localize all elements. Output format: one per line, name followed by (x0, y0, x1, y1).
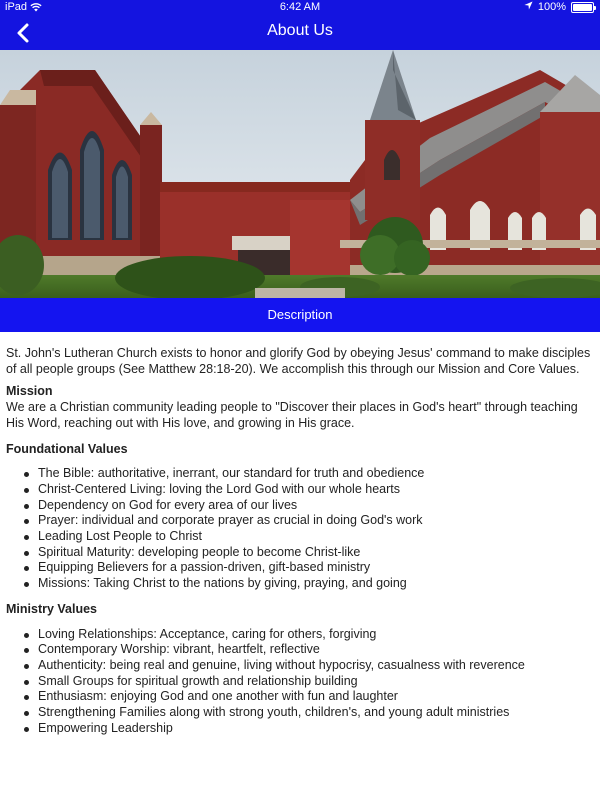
navigation-bar (0, 16, 600, 50)
list-item: Dependency on God for every area of our lives (6, 498, 594, 514)
location-icon (524, 1, 533, 13)
mission-text: We are a Christian community leading people to "Discover their places in God's heart" through teaching His Word, reaching out with His love, and growing in His grace. (6, 400, 578, 430)
list-item: Spiritual Maturity: developing people to become Christ-like (6, 545, 594, 561)
list-item: Enthusiasm: enjoying God and one another with fun and laughter (6, 689, 594, 705)
list-item: Empowering Leadership (6, 721, 594, 737)
ministry-values-heading: Ministry Values (6, 601, 98, 616)
ministry-values-list (6, 627, 594, 737)
status-time: 6:42 AM (279, 1, 321, 13)
status-bar (0, 0, 600, 16)
list-item: Missions: Taking Christ to the nations by giving, praying, and going (6, 576, 594, 592)
carrier-label: iPad (5, 1, 28, 13)
church-photo (0, 50, 600, 298)
list-item: Authenticity: being real and genuine, living without hypocrisy, casualness with reverence (6, 658, 594, 674)
list-item: The Bible: authoritative, inerrant, our standard for truth and obedience (6, 466, 594, 482)
list-item: Strengthening Families along with strong youth, children's, and young adult ministries (6, 705, 594, 721)
list-item: Christ-Centered Living: loving the Lord God with our whole hearts (6, 482, 594, 498)
list-item: Equipping Believers for a passion-driven, gift-based ministry (6, 560, 594, 576)
description-content (6, 346, 594, 736)
list-item: Contemporary Worship: vibrant, heartfelt, reflective (6, 642, 594, 658)
mission-heading: Mission (6, 384, 53, 399)
status-right (524, 1, 594, 13)
battery-percent: 100% (537, 1, 566, 13)
list-item: Leading Lost People to Christ (6, 529, 594, 545)
foundational-values-heading: Foundational Values (6, 441, 128, 456)
section-header: Description (0, 298, 600, 332)
foundational-values-list (6, 466, 594, 592)
list-item: Loving Relationships: Acceptance, caring for others, forgiving (6, 627, 594, 643)
list-item: Small Groups for spiritual growth and relationship building (6, 674, 594, 690)
battery-icon (571, 2, 594, 13)
list-item: Prayer: individual and corporate prayer as crucial in doing God's work (6, 513, 594, 529)
intro-paragraph: St. John's Lutheran Church exists to honor and glorify God by obeying Jesus' command to make disciples of all people groups (See Matthew 28:18-20). We accomplish this through our Mission and Core Values. (6, 346, 591, 376)
page-title: About Us (267, 22, 333, 39)
